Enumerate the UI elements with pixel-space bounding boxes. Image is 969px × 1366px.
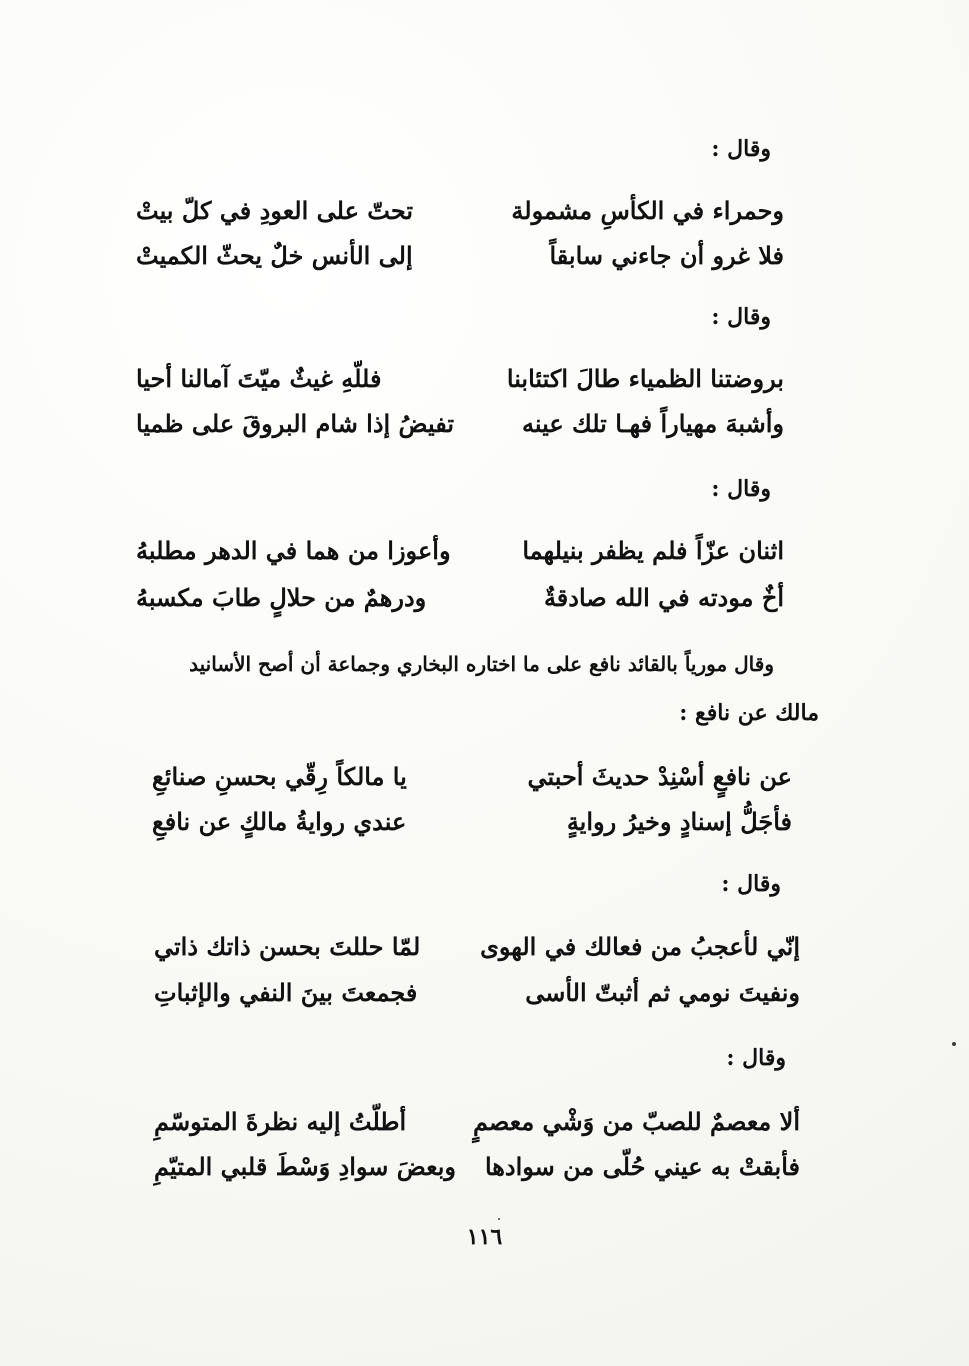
section-5-verse-2-first-hemistich: ونفيتَ نومي ثم أثبتّ الأسى — [525, 978, 800, 1007]
section-4-verse-2-first-hemistich: فأجَلُّ إسنادٍ وخيرُ روايةٍ — [566, 807, 792, 836]
section-5-verse-1-second-hemistich: لمّا حللتَ بحسن ذاتك ذاتي — [154, 932, 421, 961]
scan-speck — [952, 1042, 956, 1046]
section-2-verse-1 — [136, 364, 784, 410]
section-3-verse-2-first-hemistich: أخٌ مودته في الله صادقةٌ — [543, 583, 784, 612]
section-4-verse-2-second-hemistich: عندي روايةُ مالكٍ عن نافعِ — [152, 807, 407, 836]
section-4-verse-1-first-hemistich: عن نافعٍ أسْنِدْ حديثَ أحبتي — [527, 762, 792, 791]
section-6-verse-2-first-hemistich: فأبقتْ به عيني حُلّى من سوادها — [484, 1152, 800, 1181]
section-4-intro-line-2: مالك عن نافع : — [679, 700, 819, 726]
section-3-verse-1 — [136, 536, 784, 582]
section-2-verse-2-first-hemistich: وأشبهَ مهياراً فهـا تلك عينه — [521, 409, 784, 438]
section-5-verse-1 — [154, 932, 800, 978]
section-5-verse-2 — [154, 978, 800, 1024]
section-3-verse-2-second-hemistich: ودرهمٌ من حلالٍ طابَ مكسبهُ — [136, 583, 427, 612]
section-1-verse-2 — [136, 241, 784, 287]
section-6-verse-2 — [154, 1152, 800, 1198]
section-1-verse-2-first-hemistich: فلا غرو أن جاءني سابقاً — [549, 241, 784, 270]
section-2-verse-1-first-hemistich: بروضتنا الظمياء طالَ اكتئابنا — [506, 364, 784, 393]
section-6-verse-2-second-hemistich: وبعضَ سوادِ وَسْطَ قلبي المتيّمِ — [154, 1152, 456, 1181]
section-4-verse-1 — [152, 762, 792, 808]
section-5-verse-1-first-hemistich: إنّي لأعجبُ من فعالك في الهوى — [480, 932, 800, 961]
page-number: ١١٦ — [466, 1224, 503, 1250]
section-6-verse-1-second-hemistich: أطلّتُ إليه نظرةَ المتوسّمِ — [154, 1107, 407, 1136]
section-2-verse-2-second-hemistich: تفيضُ إذا شام البروقَ على ظميا — [136, 409, 455, 438]
section-2-intro: وقال : — [711, 304, 771, 330]
section-5-verse-2-second-hemistich: فجمعتَ بينَ النفي والإثباتِ — [154, 978, 418, 1007]
section-3-intro: وقال : — [711, 476, 771, 502]
section-4-verse-1-second-hemistich: يا مالكاً رِقّي بحسنِ صنائعِ — [152, 762, 407, 791]
section-4-verse-2 — [152, 807, 792, 853]
section-5-intro: وقال : — [721, 871, 781, 897]
section-6-intro: وقال : — [726, 1045, 786, 1071]
section-1-verse-2-second-hemistich: إلى الأنس خلٌ يحثّ الكميتْ — [136, 241, 413, 270]
section-2-verse-1-second-hemistich: فللّهِ غيثٌ ميّتَ آمالنا أحيا — [136, 364, 382, 393]
section-3-verse-1-first-hemistich: اثنان عزّاً فلم يظفر بنيلهما — [522, 536, 784, 565]
section-6-verse-1-first-hemistich: ألا معصمٌ للصبّ من وَشْي معصمٍ — [472, 1107, 800, 1136]
section-1-intro: وقال : — [711, 136, 771, 162]
section-1-verse-1 — [136, 196, 784, 242]
section-3-verse-1-second-hemistich: وأعوزا من هما في الدهر مطلبهُ — [136, 536, 451, 565]
section-1-verse-1-first-hemistich: وحمراء في الكأسِ مشمولة — [511, 196, 784, 225]
scan-speck — [498, 1218, 500, 1220]
section-4-intro-line-1: وقال مورياً بالقائد نافع على ما اختاره البخاري وجماعة أن أصح الأسانيد — [189, 652, 774, 676]
section-2-verse-2 — [136, 409, 784, 455]
section-1-verse-1-second-hemistich: تحتّ على العودِ في كلّ بيتْ — [136, 196, 413, 225]
section-3-verse-2 — [136, 583, 784, 629]
section-6-verse-1 — [154, 1107, 800, 1153]
